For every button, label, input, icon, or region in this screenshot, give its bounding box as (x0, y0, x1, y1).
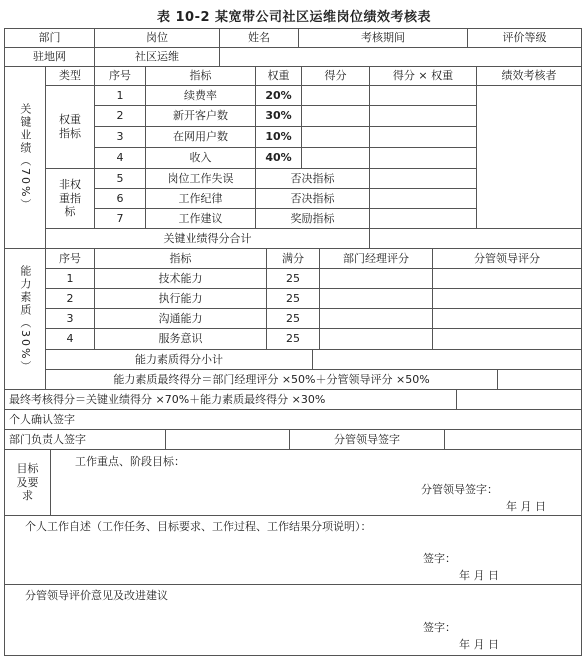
page-title: 表 10-2 某宽带公司社区运维岗位绩效考核表 (156, 10, 432, 25)
kpi-row-no: 7 (94, 208, 146, 229)
kpi-col-weighted: 得分 × 权重 (369, 66, 477, 86)
leader-opinion-date: 年 月 日 (459, 638, 499, 651)
self-review-area (4, 515, 582, 585)
ability-row-indicator: 服务意识 (94, 328, 267, 350)
goals-content: 工作重点、阶段目标： (75, 455, 185, 468)
ability-row-manager (319, 328, 433, 350)
ability-final-formula: 能力素质最终得分＝部门经理评分 ×50%＋分管领导评分 ×50% (45, 369, 498, 390)
ability-subtotal-value (312, 349, 582, 370)
self-review-sign: 签字： (423, 552, 456, 565)
kpi-weighted-label: 权重指标 (45, 85, 95, 169)
final-score-formula: 最终考核得分＝关键业绩得分 ×70%＋能力素质最终得分 ×30% (4, 389, 457, 410)
kpi-row-score (301, 126, 370, 148)
ability-row-no: 3 (45, 308, 95, 329)
kpi-row-indicator: 新开客户数 (145, 105, 256, 127)
kpi-row-weighted (369, 147, 477, 169)
kpi-row-weight: 30% (255, 105, 302, 127)
self-review-date: 年 月 日 (459, 569, 499, 582)
station-label: 驻地网 (4, 47, 95, 67)
final-score-value (456, 389, 582, 410)
ability-row-indicator: 执行能力 (94, 288, 267, 309)
kpi-col-indicator: 指标 (145, 66, 256, 86)
leader-opinion-area (4, 584, 582, 656)
kpi-col-assessor: 绩效考核者 (476, 66, 582, 86)
kpi-row-type: 否决指标 (255, 168, 370, 189)
ability-row-no: 4 (45, 328, 95, 350)
kpi-row-weight: 20% (255, 85, 302, 106)
kpi-row-score (301, 147, 370, 169)
personal-sign-label: 个人确认签字 (4, 409, 582, 430)
ability-row-manager (319, 268, 433, 289)
ability-col-leader: 分管领导评分 (432, 248, 582, 269)
kpi-row-no: 3 (94, 126, 146, 148)
kpi-total-label: 关键业绩得分合计 (45, 228, 370, 249)
ability-row-full: 25 (266, 308, 320, 329)
ability-row-leader (432, 288, 582, 309)
goals-label: 目标及要求 (4, 449, 51, 516)
kpi-row-indicator: 岗位工作失误 (145, 168, 256, 189)
ability-row-leader (432, 328, 582, 350)
station-blank (219, 47, 582, 67)
kpi-row-score (301, 85, 370, 106)
ability-row-manager (319, 308, 433, 329)
kpi-col-weight: 权重 (255, 66, 302, 86)
ability-final-value (497, 369, 582, 390)
dept-head-sign-label: 部门负责人签字 (4, 429, 166, 450)
kpi-row-no: 4 (94, 147, 146, 169)
kpi-row-weighted (369, 208, 477, 229)
kpi-row-score (301, 105, 370, 127)
ability-row-indicator: 技术能力 (94, 268, 267, 289)
ability-row-manager (319, 288, 433, 309)
evaluation-table (5, 29, 583, 657)
ability-row-full: 25 (266, 288, 320, 309)
kpi-col-score: 得分 (301, 66, 370, 86)
kpi-row-weighted (369, 105, 477, 127)
kpi-row-indicator: 工作纪律 (145, 188, 256, 209)
dept-head-sign-field (165, 429, 290, 450)
ability-subtotal-label: 能力素质得分小计 (45, 349, 313, 370)
kpi-row-weight: 10% (255, 126, 302, 148)
kpi-row-no: 6 (94, 188, 146, 209)
goals-area (50, 449, 582, 516)
kpi-col-type: 类型 (45, 66, 95, 86)
kpi-total-value (369, 228, 582, 249)
kpi-row-no: 2 (94, 105, 146, 127)
kpi-row-weighted (369, 188, 477, 209)
header-department: 部门 (4, 28, 95, 48)
ability-row-leader (432, 268, 582, 289)
ability-row-indicator: 沟通能力 (94, 308, 267, 329)
kpi-row-no: 5 (94, 168, 146, 189)
leader-opinion-content: 分管领导评价意见及改进建议 (25, 589, 168, 602)
ability-row-no: 2 (45, 288, 95, 309)
kpi-row-indicator: 在网用户数 (145, 126, 256, 148)
ability-row-no: 1 (45, 268, 95, 289)
kpi-row-type: 奖励指标 (255, 208, 370, 229)
kpi-row-weighted (369, 85, 477, 106)
leader-sign-field (444, 429, 582, 450)
kpi-row-weighted (369, 168, 477, 189)
kpi-row-type: 否决指标 (255, 188, 370, 209)
station-value: 社区运维 (94, 47, 220, 67)
kpi-nonweighted-label: 非权重指标 (45, 168, 95, 229)
goals-date: 年 月 日 (506, 500, 546, 513)
kpi-row-indicator: 收入 (145, 147, 256, 169)
leader-sign-label: 分管领导签字 (289, 429, 445, 450)
kpi-row-indicator: 工作建议 (145, 208, 256, 229)
ability-row-full: 25 (266, 268, 320, 289)
self-review-content: 个人工作自述（工作任务、目标要求、工作过程、工作结果分项说明）： (25, 520, 372, 533)
header-name: 姓名 (219, 28, 299, 48)
header-grade: 评价等级 (467, 28, 582, 48)
goals-leader-sign: 分管领导签字： (421, 483, 498, 496)
ability-col-full: 满分 (266, 248, 320, 269)
ability-row-leader (432, 308, 582, 329)
ability-col-manager: 部门经理评分 (319, 248, 433, 269)
ability-col-indicator: 指标 (94, 248, 267, 269)
kpi-assessor-cell (476, 85, 582, 229)
header-position: 岗位 (94, 28, 220, 48)
leader-opinion-sign: 签字： (423, 621, 456, 634)
kpi-row-no: 1 (94, 85, 146, 106)
header-period: 考核期间 (298, 28, 468, 48)
kpi-row-weighted (369, 126, 477, 148)
kpi-row-indicator: 续费率 (145, 85, 256, 106)
ability-col-no: 序号 (45, 248, 95, 269)
kpi-row-weight: 40% (255, 147, 302, 169)
ability-row-full: 25 (266, 328, 320, 350)
ability-section-label: 能力素质（30%） (4, 248, 46, 390)
kpi-col-no: 序号 (94, 66, 146, 86)
kpi-section-label: 关键业绩（70%） (4, 66, 46, 249)
